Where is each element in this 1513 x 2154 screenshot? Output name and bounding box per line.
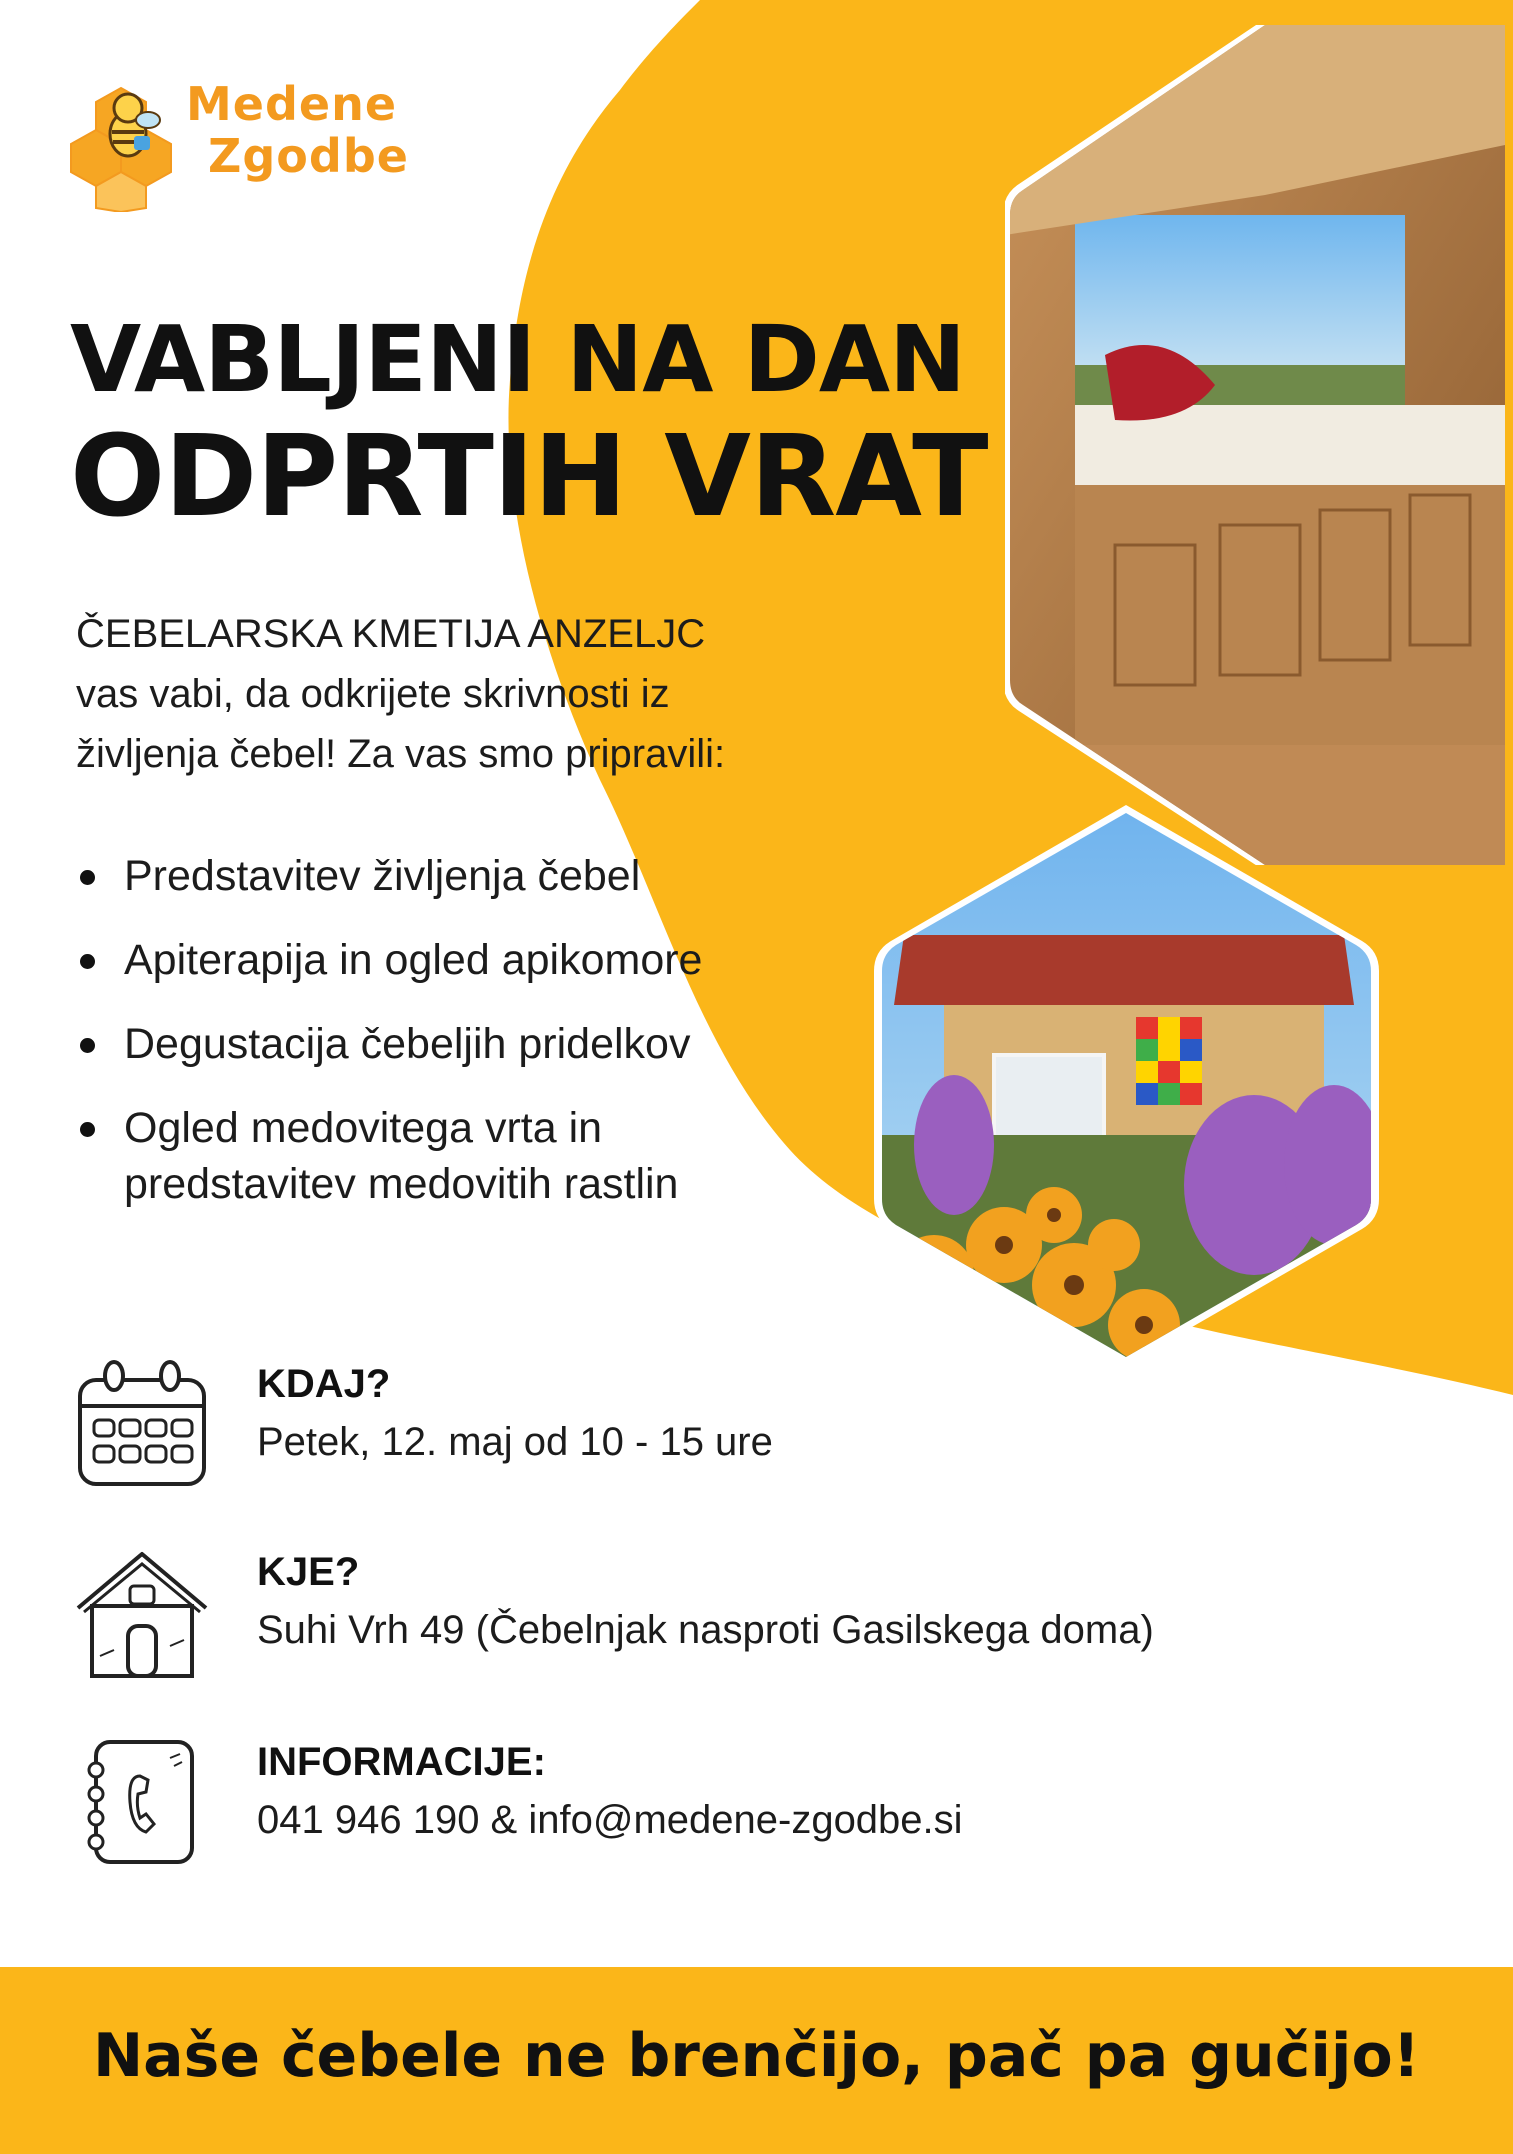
when-value: Petek, 12. maj od 10 - 15 ure (257, 1420, 773, 1464)
list-item (76, 1100, 702, 1212)
intro-line-3: življenja čebel! Za vas smo pripravili: (76, 732, 726, 776)
intro-line-2: vas vabi, da odkrijete skrivnosti iz (76, 672, 670, 716)
footer-slogan: Naše čebele ne brenčijo, pač pa gučijo! (92, 2021, 1421, 2091)
interior-photo (1005, 25, 1505, 865)
logo-line-1: Medene (186, 77, 398, 131)
brand-logo (66, 77, 409, 228)
intro-line-1: ČEBELARSKA KMETIJA ANZELJC (76, 612, 706, 656)
house-icon (74, 1546, 210, 1682)
list-item-text: Degustacija čebeljih pridelkov (124, 1020, 691, 1068)
garden-photo (874, 805, 1379, 1365)
list-item (76, 932, 702, 988)
logo-wordmark (186, 78, 409, 182)
where-label: KJE? (257, 1550, 360, 1594)
list-item-text: Predstavitev življenja čebel (124, 852, 641, 900)
calendar-icon (74, 1358, 210, 1494)
contact-label: INFORMACIJE: (257, 1740, 546, 1784)
where-value: Suhi Vrh 49 (Čebelnjak nasproti Gasilskega doma) (257, 1608, 1154, 1652)
footer-banner (0, 1967, 1513, 2154)
list-item (76, 848, 702, 904)
list-item-text: Ogled medovitega vrta in (124, 1104, 603, 1152)
bullet-dot (80, 1122, 95, 1137)
bullet-dot (80, 954, 95, 969)
phone-book-icon (74, 1736, 210, 1872)
list-item-text: Apiterapija in ogled apikomore (124, 936, 703, 984)
bullet-dot (80, 1038, 95, 1053)
honeycomb-bee-icon (66, 82, 186, 212)
logo-line-2: Zgodbe (208, 129, 409, 183)
list-item-text-cont: predstavitev medovitih rastlin (124, 1160, 679, 1208)
contact-value: 041 946 190 & info@medene-zgodbe.si (257, 1798, 963, 1842)
intro-paragraph (76, 604, 936, 784)
headline-line-1: VABLJENI NA DAN (70, 306, 966, 413)
headline-line-2: ODPRTIH VRAT (70, 412, 988, 542)
when-label: KDAJ? (257, 1362, 391, 1406)
list-item (76, 1016, 702, 1072)
program-list (76, 848, 702, 1240)
bullet-dot (80, 870, 95, 885)
